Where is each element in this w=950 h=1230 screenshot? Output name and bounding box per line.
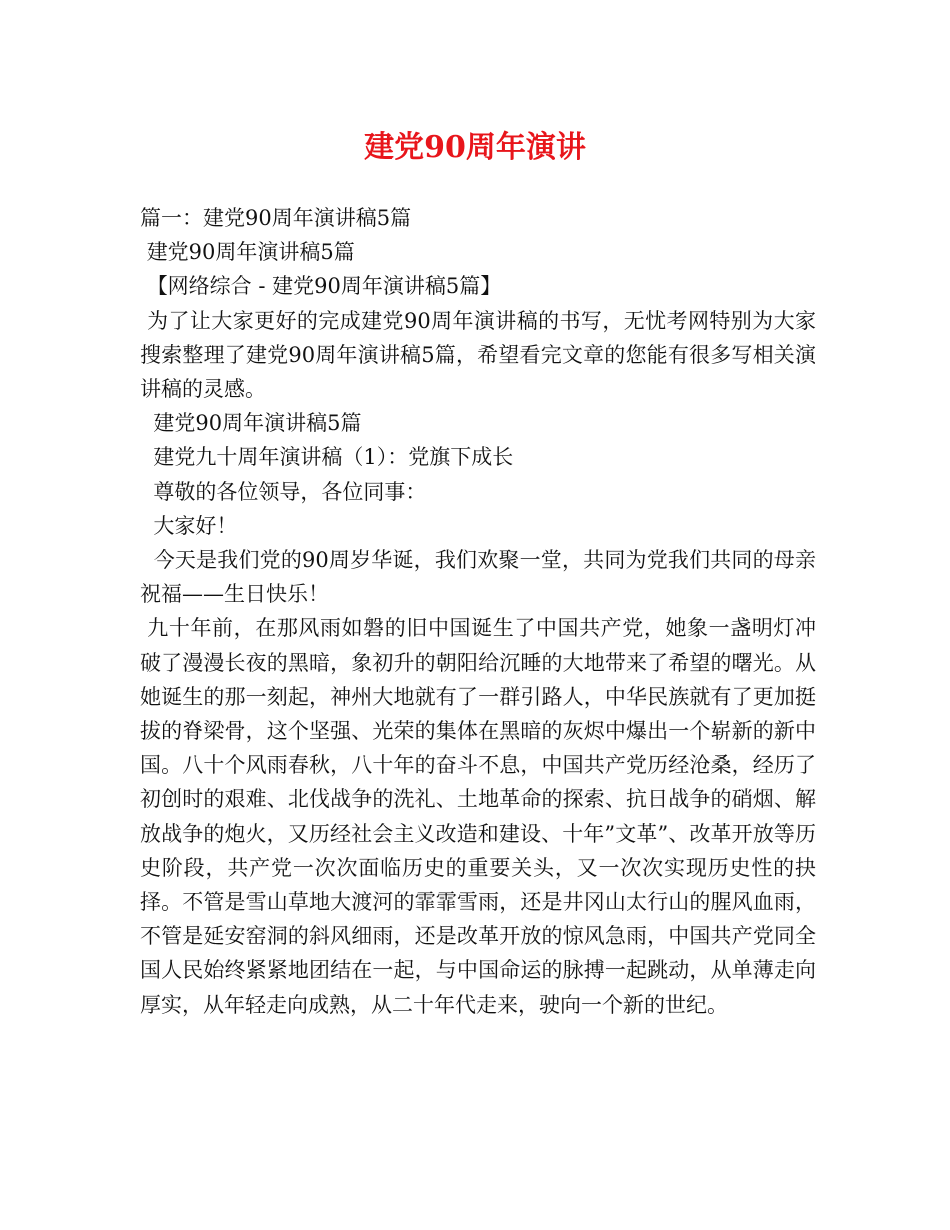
subheading-line: 建党90周年演讲稿5篇 bbox=[140, 240, 355, 265]
salutation-line: 尊敬的各位领导，各位同事： bbox=[140, 479, 427, 504]
section-title-line: 建党90周年演讲稿5篇 bbox=[140, 411, 362, 436]
source-line: 【网络综合 - 建党90周年演讲稿5篇】 bbox=[140, 274, 502, 299]
heading-line-chapter: 篇一：建党90周年演讲稿5篇 bbox=[140, 206, 412, 230]
document-title: 建党90周年演讲 bbox=[364, 130, 586, 165]
history-paragraph: 九十年前，在那风雨如磐的旧中国诞生了中国共产党，她象一盏明灯冲破了漫漫长夜的黑暗，象初升的朝阳给沉睡的大地带来了希望的曙光。从她诞生的那一刻起，神州大地就有了一群引路人，中华民族就有了更加挺拔的脊梁骨，这个坚强、光荣的集体在黑暗的灰烬中爆出一个崭新的新中国。八十个风雨春秋，八十年的奋斗不息，中国共产党历经沧桑，经历了初创时的艰难、北伐战争的洗礼、土地革命的探索、抗日战争的硝烟、解放战争的炮火，又历经社会主义改造和建设、十年”文革”、改革开放等历史阶段，共产党一次次面临历史的重要关头，又一次次实现历史性的抉择。不管是雪山草地大渡河的霏霏雪雨，还是井冈山太行山的腥风血雨，不管是延安窑洞的斜风细雨，还是改革开放的惊风急雨，中国共产党同全国人民始终紧紧地团结在一起，与中国命运的脉搏一起跳动，从单薄走向厚实，从年轻走向成熟，从二十年代走来，驶向一个新的世纪。 bbox=[140, 616, 817, 1017]
document-body bbox=[140, 201, 816, 1022]
greeting-line: 大家好！ bbox=[140, 513, 238, 538]
intro-paragraph: 为了让大家更好的完成建党90周年演讲稿的书写，无忧考网特别为大家搜索整理了建党90周年演讲稿5篇，希望看完文章的您能有很多写相关演讲稿的灵感。 bbox=[140, 308, 816, 402]
celebration-paragraph: 今天是我们党的90周岁华诞，我们欢聚一堂，共同为党我们共同的母亲祝福——生日快乐！ bbox=[140, 548, 816, 607]
speech-title-line: 建党九十周年演讲稿（1）：党旗下成长 bbox=[140, 445, 514, 470]
